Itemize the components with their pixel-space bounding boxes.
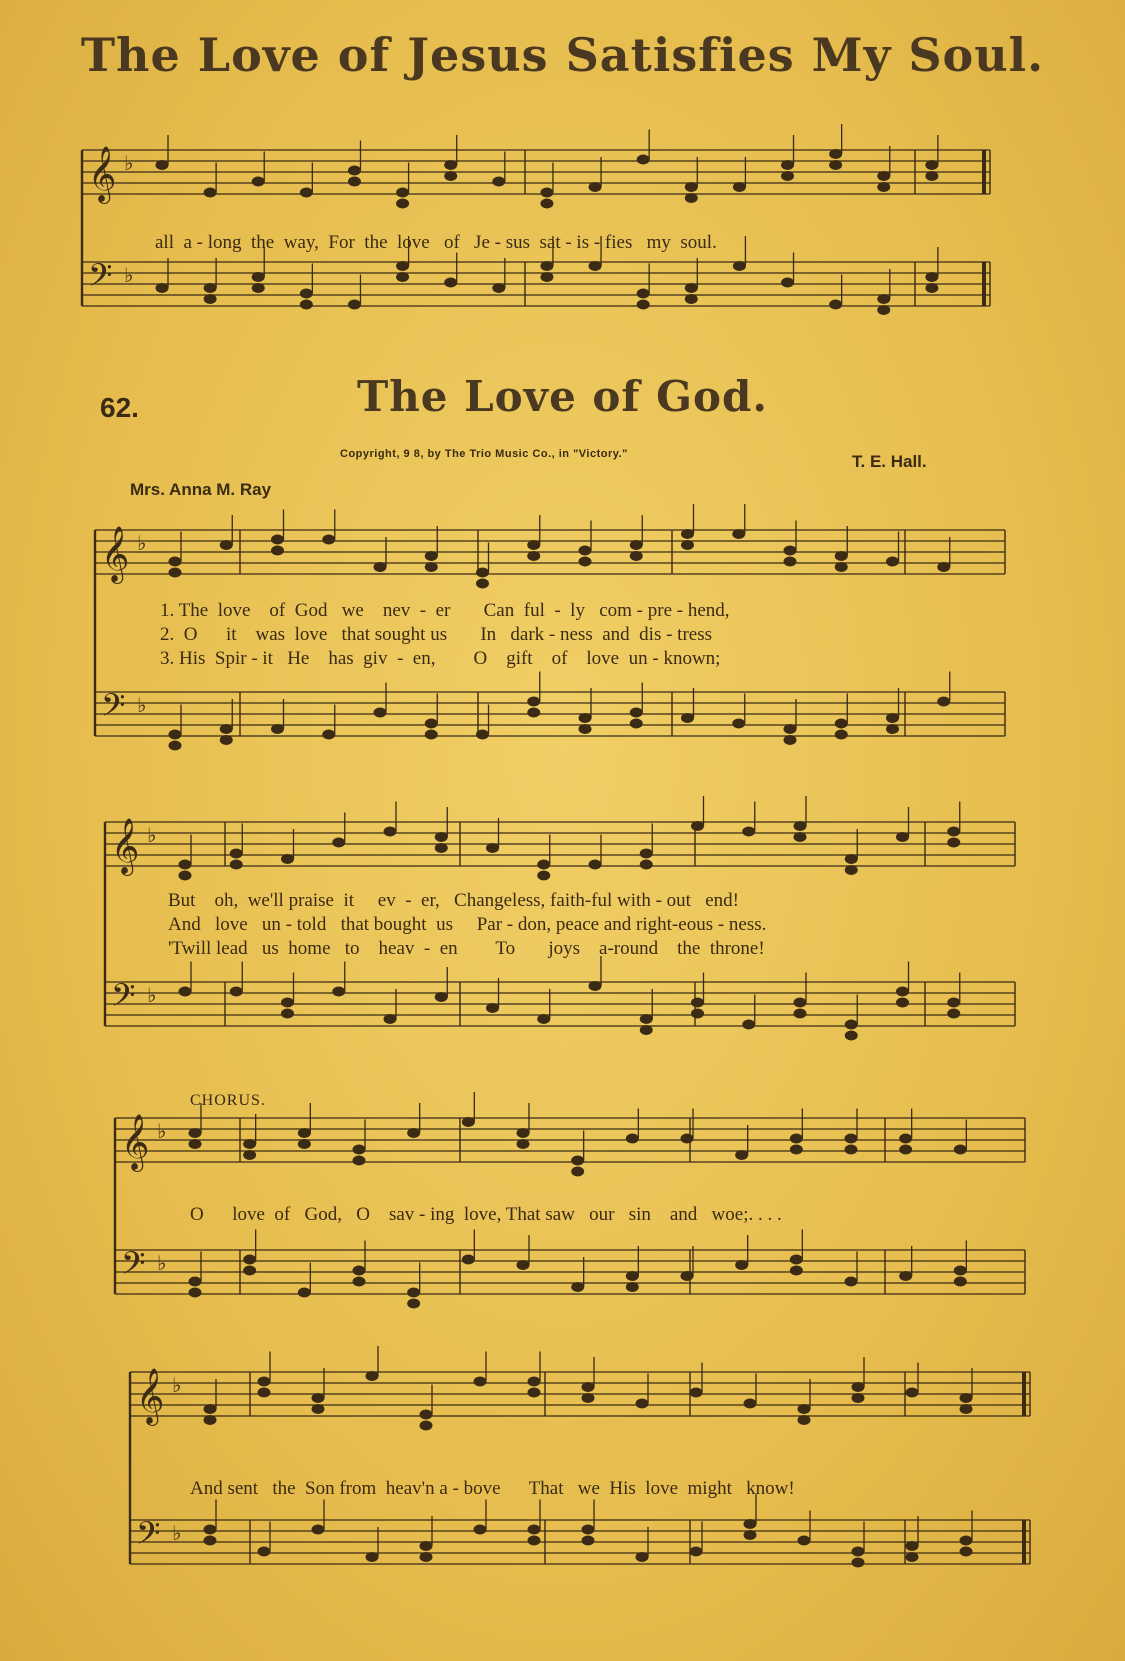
note-head xyxy=(179,987,192,997)
note-head xyxy=(540,272,553,282)
note-head xyxy=(298,1128,311,1138)
note-head xyxy=(691,821,704,831)
verse-line: But oh, we'll praise it ev - er, Changeless, faith-ful with - out end! xyxy=(168,890,739,911)
note-head xyxy=(947,998,960,1008)
note-head xyxy=(420,1410,433,1420)
note-head xyxy=(353,1145,366,1155)
note-head xyxy=(169,741,182,751)
note-head xyxy=(425,730,438,740)
note-head xyxy=(298,1139,311,1149)
note-head xyxy=(784,724,797,734)
note-head xyxy=(366,1371,379,1381)
copyright-notice: Copyright, 9 8, by The Trio Music Co., in "Victory." xyxy=(340,448,628,460)
note-head xyxy=(528,1536,541,1546)
note-head xyxy=(733,182,746,192)
note-head xyxy=(937,562,950,572)
note-head xyxy=(637,300,650,310)
note-head xyxy=(230,860,243,870)
hymn-title: The Love of God. xyxy=(356,372,768,421)
bass-clef: 𝄢 xyxy=(88,257,113,301)
note-head xyxy=(829,149,842,159)
note-head xyxy=(798,1536,811,1546)
note-head xyxy=(906,1541,919,1551)
note-head xyxy=(189,1277,202,1287)
note-head xyxy=(348,177,361,187)
author: Mrs. Anna M. Ray xyxy=(130,480,272,499)
note-head xyxy=(794,832,807,842)
note-head xyxy=(169,568,182,578)
previous-hymn-lyric: all a - long the way, For the love of Je - sus sat - is - fies my soul. xyxy=(155,232,717,253)
note-head xyxy=(742,827,755,837)
note-head xyxy=(243,1266,256,1276)
note-head xyxy=(189,1139,202,1149)
flat-sign: ♭ xyxy=(124,151,134,175)
note-head xyxy=(353,1277,366,1287)
note-head xyxy=(407,1299,420,1309)
note-head xyxy=(899,1134,912,1144)
note-head xyxy=(685,193,698,203)
note-head xyxy=(640,1014,653,1024)
note-head xyxy=(420,1421,433,1431)
note-head xyxy=(271,535,284,545)
note-head xyxy=(348,300,361,310)
note-head xyxy=(527,708,540,718)
flat-sign: ♭ xyxy=(147,823,157,847)
note-head xyxy=(896,998,909,1008)
note-head xyxy=(169,730,182,740)
note-head xyxy=(582,1536,595,1546)
note-head xyxy=(220,724,233,734)
note-head xyxy=(540,261,553,271)
note-head xyxy=(626,1134,639,1144)
note-head xyxy=(589,981,602,991)
note-head xyxy=(744,1399,757,1409)
note-head xyxy=(835,551,848,561)
note-head xyxy=(243,1255,256,1265)
note-head xyxy=(784,557,797,567)
note-head xyxy=(281,854,294,864)
note-head xyxy=(877,294,890,304)
note-head xyxy=(790,1134,803,1144)
verse-line: 2. O it was love that sought us In dark - ness and dis - tress xyxy=(160,624,712,645)
note-head xyxy=(204,1404,217,1414)
note-head xyxy=(258,1547,271,1557)
note-head xyxy=(332,987,345,997)
note-head xyxy=(896,832,909,842)
note-head xyxy=(420,1541,433,1551)
note-head xyxy=(681,1271,694,1281)
note-head xyxy=(845,854,858,864)
note-head xyxy=(571,1167,584,1177)
note-head xyxy=(886,713,899,723)
note-head xyxy=(571,1156,584,1166)
note-head xyxy=(845,1020,858,1030)
note-head xyxy=(784,735,797,745)
note-head xyxy=(444,171,457,181)
note-head xyxy=(960,1404,973,1414)
note-head xyxy=(374,708,387,718)
note-head xyxy=(681,713,694,723)
note-head xyxy=(845,1145,858,1155)
note-head xyxy=(798,1404,811,1414)
verse-line: 'Twill lead us home to heav - en To joys a-round the throne! xyxy=(168,938,765,959)
verse-line: 1. The love of God we nev - er Can ful - ly com - pre - hend, xyxy=(160,600,730,621)
note-head xyxy=(204,188,217,198)
note-head xyxy=(204,1525,217,1535)
note-head xyxy=(540,199,553,209)
note-head xyxy=(742,1020,755,1030)
note-head xyxy=(312,1404,325,1414)
note-head xyxy=(790,1266,803,1276)
note-head xyxy=(528,1525,541,1535)
note-head xyxy=(794,998,807,1008)
note-head xyxy=(582,1382,595,1392)
note-head xyxy=(835,719,848,729)
note-head xyxy=(925,160,938,170)
note-head xyxy=(691,998,704,1008)
note-head xyxy=(899,1145,912,1155)
note-head xyxy=(690,1547,703,1557)
flat-sign: ♭ xyxy=(137,693,147,717)
note-head xyxy=(540,188,553,198)
note-head xyxy=(829,300,842,310)
flat-sign: ♭ xyxy=(147,983,157,1007)
note-head xyxy=(691,1009,704,1019)
note-head xyxy=(685,182,698,192)
composer: T. E. Hall. xyxy=(852,452,927,471)
note-head xyxy=(271,546,284,556)
note-head xyxy=(517,1128,530,1138)
note-head xyxy=(384,1014,397,1024)
note-head xyxy=(366,1552,379,1562)
note-head xyxy=(790,1145,803,1155)
note-head xyxy=(281,1009,294,1019)
treble-clef: 𝄞 xyxy=(88,146,117,202)
note-head xyxy=(179,860,192,870)
note-head xyxy=(353,1266,366,1276)
note-head xyxy=(784,546,797,556)
note-head xyxy=(258,1377,271,1387)
note-head xyxy=(230,849,243,859)
note-head xyxy=(527,551,540,561)
note-head xyxy=(474,1525,487,1535)
note-head xyxy=(732,719,745,729)
note-head xyxy=(790,1255,803,1265)
note-head xyxy=(794,1009,807,1019)
note-head xyxy=(579,546,592,556)
note-head xyxy=(396,199,409,209)
treble-clef: 𝄞 xyxy=(101,526,130,582)
note-head xyxy=(954,1145,967,1155)
note-head xyxy=(281,998,294,1008)
note-head xyxy=(571,1282,584,1292)
note-head xyxy=(626,1271,639,1281)
note-head xyxy=(886,724,899,734)
note-head xyxy=(947,827,960,837)
note-head xyxy=(353,1156,366,1166)
note-head xyxy=(732,529,745,539)
note-head xyxy=(322,535,335,545)
note-head xyxy=(527,697,540,707)
note-head xyxy=(899,1271,912,1281)
note-head xyxy=(374,562,387,572)
note-head xyxy=(845,1031,858,1041)
note-head xyxy=(396,272,409,282)
hymn-number: 62. xyxy=(100,392,139,423)
bass-clef: 𝄢 xyxy=(136,1515,161,1559)
note-head xyxy=(252,272,265,282)
note-head xyxy=(407,1288,420,1298)
note-head xyxy=(298,1288,311,1298)
note-head xyxy=(462,1255,475,1265)
note-head xyxy=(781,171,794,181)
flat-sign: ♭ xyxy=(172,1521,182,1545)
note-head xyxy=(886,557,899,567)
note-head xyxy=(476,568,489,578)
flat-sign: ♭ xyxy=(137,531,147,555)
chorus-line: And sent the Son from heav'n a - bove That we His love might know! xyxy=(190,1478,795,1499)
note-head xyxy=(435,992,448,1002)
note-head xyxy=(681,529,694,539)
note-head xyxy=(947,838,960,848)
note-head xyxy=(156,160,169,170)
note-head xyxy=(896,987,909,997)
note-head xyxy=(582,1525,595,1535)
note-head xyxy=(243,1139,256,1149)
note-head xyxy=(640,1025,653,1035)
note-head xyxy=(630,540,643,550)
note-head xyxy=(476,730,489,740)
note-head xyxy=(685,294,698,304)
note-head xyxy=(589,261,602,271)
note-head xyxy=(845,1134,858,1144)
flat-sign: ♭ xyxy=(157,1119,167,1143)
note-head xyxy=(947,1009,960,1019)
note-head xyxy=(781,278,794,288)
note-head xyxy=(794,821,807,831)
note-head xyxy=(179,871,192,881)
note-head xyxy=(435,843,448,853)
treble-clef: 𝄞 xyxy=(136,1368,165,1424)
note-head xyxy=(845,865,858,875)
note-head xyxy=(444,160,457,170)
note-head xyxy=(492,283,505,293)
note-head xyxy=(877,305,890,315)
note-head xyxy=(527,540,540,550)
note-head xyxy=(204,1415,217,1425)
note-head xyxy=(528,1377,541,1387)
note-head xyxy=(925,171,938,181)
note-head xyxy=(798,1415,811,1425)
note-head xyxy=(420,1552,433,1562)
bass-clef: 𝄢 xyxy=(121,1245,146,1289)
note-head xyxy=(252,177,265,187)
note-head xyxy=(425,551,438,561)
note-head xyxy=(626,1282,639,1292)
note-head xyxy=(271,724,284,734)
note-head xyxy=(906,1552,919,1562)
note-head xyxy=(486,843,499,853)
note-head xyxy=(954,1277,967,1287)
note-head xyxy=(685,283,698,293)
flat-sign: ♭ xyxy=(157,1251,167,1275)
note-head xyxy=(156,283,169,293)
note-head xyxy=(681,1134,694,1144)
verse-line: 3. His Spir - it He has giv - en, O gift of love un - known; xyxy=(160,648,721,669)
note-head xyxy=(877,182,890,192)
note-head xyxy=(252,283,265,293)
note-head xyxy=(312,1393,325,1403)
note-head xyxy=(474,1377,487,1387)
note-head xyxy=(630,708,643,718)
note-head xyxy=(189,1288,202,1298)
note-head xyxy=(322,730,335,740)
note-head xyxy=(636,1552,649,1562)
note-head xyxy=(444,278,457,288)
note-head xyxy=(744,1519,757,1529)
note-head xyxy=(954,1266,967,1276)
note-head xyxy=(835,562,848,572)
note-head xyxy=(637,155,650,165)
note-head xyxy=(637,289,650,299)
note-head xyxy=(781,160,794,170)
note-head xyxy=(852,1547,865,1557)
note-head xyxy=(925,272,938,282)
note-head xyxy=(579,557,592,567)
note-head xyxy=(852,1558,865,1568)
treble-clef: 𝄞 xyxy=(121,1114,150,1170)
note-head xyxy=(925,283,938,293)
note-head xyxy=(220,540,233,550)
note-head xyxy=(476,579,489,589)
note-head xyxy=(407,1128,420,1138)
note-head xyxy=(852,1382,865,1392)
note-head xyxy=(630,551,643,561)
note-head xyxy=(579,724,592,734)
note-head xyxy=(906,1388,919,1398)
note-head xyxy=(829,160,842,170)
note-head xyxy=(582,1393,595,1403)
flat-sign: ♭ xyxy=(124,263,134,287)
note-head xyxy=(348,166,361,176)
note-head xyxy=(492,177,505,187)
note-head xyxy=(852,1393,865,1403)
note-head xyxy=(835,730,848,740)
note-head xyxy=(960,1536,973,1546)
note-head xyxy=(640,849,653,859)
note-head xyxy=(630,719,643,729)
note-head xyxy=(681,540,694,550)
note-head xyxy=(425,719,438,729)
bass-clef: 𝄢 xyxy=(111,977,136,1021)
note-head xyxy=(640,860,653,870)
note-head xyxy=(537,860,550,870)
note-head xyxy=(735,1260,748,1270)
flat-sign: ♭ xyxy=(172,1373,182,1397)
chorus-line: O love of God, O sav - ing love, That saw our sin and woe;. . . . xyxy=(190,1204,782,1225)
note-head xyxy=(528,1388,541,1398)
note-head xyxy=(937,697,950,707)
note-head xyxy=(332,838,345,848)
verse-line: And love un - told that bought us Par - don, peace and right-eous - ness. xyxy=(168,914,767,935)
note-head xyxy=(169,557,182,567)
note-head xyxy=(877,171,890,181)
note-head xyxy=(312,1525,325,1535)
note-head xyxy=(396,261,409,271)
note-head xyxy=(384,827,397,837)
note-head xyxy=(204,283,217,293)
note-head xyxy=(230,987,243,997)
note-head xyxy=(425,562,438,572)
note-head xyxy=(517,1139,530,1149)
note-head xyxy=(537,871,550,881)
note-head xyxy=(300,300,313,310)
note-head xyxy=(589,182,602,192)
note-head xyxy=(204,294,217,304)
previous-hymn-title: The Love of Jesus Satisfies My Soul. xyxy=(80,28,1045,82)
note-head xyxy=(189,1128,202,1138)
note-head xyxy=(960,1547,973,1557)
note-head xyxy=(300,289,313,299)
note-head xyxy=(258,1388,271,1398)
note-head xyxy=(486,1003,499,1013)
note-head xyxy=(690,1388,703,1398)
note-head xyxy=(845,1277,858,1287)
note-head xyxy=(579,713,592,723)
note-head xyxy=(243,1150,256,1160)
note-head xyxy=(735,1150,748,1160)
treble-clef: 𝄞 xyxy=(111,818,140,874)
note-head xyxy=(462,1117,475,1127)
note-head xyxy=(435,832,448,842)
note-head xyxy=(396,188,409,198)
note-head xyxy=(589,860,602,870)
chorus-label: CHORUS. xyxy=(190,1092,266,1109)
note-head xyxy=(220,735,233,745)
note-head xyxy=(517,1260,530,1270)
note-head xyxy=(204,1536,217,1546)
note-head xyxy=(733,261,746,271)
note-head xyxy=(300,188,313,198)
note-head xyxy=(744,1530,757,1540)
note-head xyxy=(636,1399,649,1409)
bass-clef: 𝄢 xyxy=(101,687,126,731)
note-head xyxy=(537,1014,550,1024)
note-head xyxy=(960,1393,973,1403)
